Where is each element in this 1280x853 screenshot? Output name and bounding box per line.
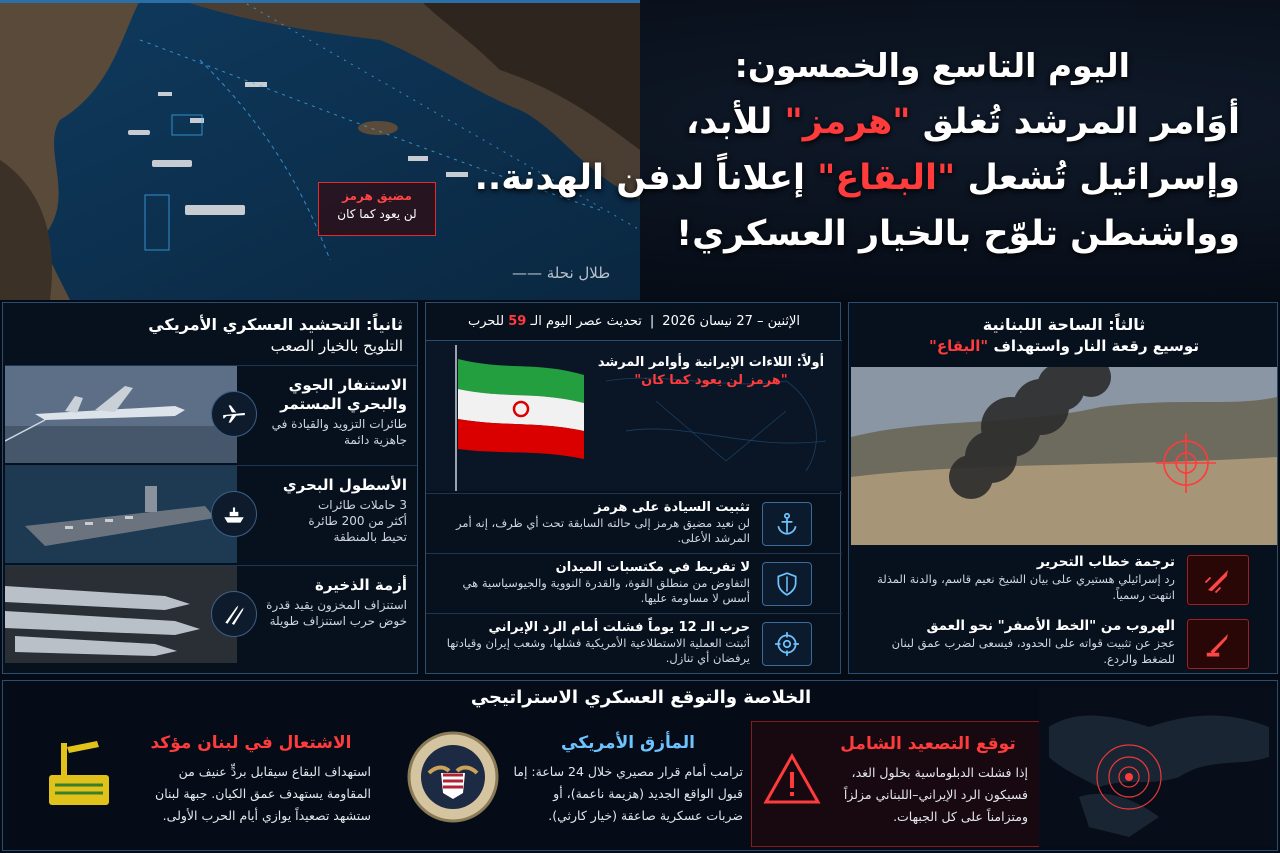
update-label: تحديث عصر اليوم الـ bbox=[530, 314, 642, 329]
quote-box bbox=[596, 355, 826, 388]
headline-text: وإسرائيل تُشعل bbox=[955, 158, 1240, 198]
row-title: أزمة الذخيرة bbox=[315, 576, 407, 594]
us-military-panel bbox=[2, 302, 418, 674]
card-desc: إذا فشلت الدبلوماسية بخلول الغد، فسيكون الرد الإيراني–اللبناني مزلزاً ومتزامناً على كل الجبهات. bbox=[843, 765, 1028, 824]
row-text bbox=[440, 499, 750, 546]
date-text: الإثنين – 27 نيسان 2026 bbox=[662, 314, 801, 329]
panel-header bbox=[869, 315, 1259, 355]
row-title: الهروب من "الخط الأصفر" نحو العمق bbox=[926, 618, 1175, 634]
strategic-summary bbox=[2, 680, 1278, 851]
headline bbox=[474, 38, 1240, 262]
subtitle-highlight: "البقاع" bbox=[929, 337, 989, 355]
section-title: أولاً: اللاءات الإيرانية وأوامر المرشد bbox=[597, 355, 825, 370]
headline-line-1: اليوم التاسع والخمسون: bbox=[734, 46, 1130, 85]
row-text bbox=[257, 476, 407, 545]
jet-icon bbox=[211, 391, 257, 437]
list-item bbox=[5, 365, 417, 463]
card-title: المأزق الأمريكي bbox=[561, 733, 695, 753]
headline-highlight-bekaa: "البقاع" bbox=[817, 158, 956, 198]
list-item bbox=[426, 553, 842, 611]
date-bar bbox=[426, 303, 842, 341]
row-text bbox=[257, 376, 407, 448]
row-text bbox=[440, 619, 750, 666]
card-desc: استهداف البقاع سيقابل بردٍّ عنيف من المقاومة يستهدف عمق الكيان. جبهة لبنان ستشهد تصعيداً يوازي أيام الحرب الأولى. bbox=[155, 764, 371, 823]
card-title: توقع التصعيد الشامل bbox=[840, 734, 1016, 754]
row-title: الاستنفار الجوي والبحري المستمر bbox=[280, 376, 407, 413]
aircraft-carrier-image bbox=[5, 466, 237, 563]
row-title: لا تفريط في مكتسبات الميدان bbox=[555, 560, 750, 575]
panel-title: ثالثاً: الساحة اللبنانية bbox=[982, 315, 1146, 334]
update-suffix: للحرب bbox=[467, 314, 505, 329]
world-map-radar bbox=[1039, 687, 1277, 847]
anchor-icon bbox=[762, 502, 812, 546]
missile-icon bbox=[211, 591, 257, 637]
strait-label-subtitle: لن يعود كما كان bbox=[337, 207, 417, 221]
row-desc: استنزاف المخزون يقيد قدرة خوض حرب استنزاف طويلة bbox=[266, 598, 407, 628]
headline-highlight-hormuz: "هرمز" bbox=[784, 102, 911, 142]
strait-label bbox=[318, 182, 436, 236]
list-item bbox=[426, 613, 842, 671]
row-desc: طائرات التزويد والقيادة في جاهزية دائمة bbox=[271, 417, 407, 447]
row-text bbox=[257, 576, 407, 629]
us-dilemma-card bbox=[403, 721, 743, 847]
headline-text: إعلاناً لدفن الهدنة.. bbox=[474, 158, 818, 198]
red-quote: "هرمز لن يعود كما كان" bbox=[634, 373, 788, 388]
author-byline: طلال نحلة —— bbox=[512, 264, 611, 282]
row-desc: رد إسرائيلي هستيري على بيان الشيخ نعيم قاسم، والدنة المذلة انتهت رسمياً. bbox=[877, 572, 1175, 602]
row-text bbox=[865, 553, 1175, 603]
missile-launcher-icon bbox=[1187, 619, 1249, 669]
munitions-image bbox=[5, 566, 237, 663]
strait-label-title: مضيق هرمز bbox=[342, 189, 412, 203]
war-day-number: 59 bbox=[508, 314, 527, 329]
row-title: ترجمة خطاب التحرير bbox=[1036, 554, 1175, 570]
row-desc: لن نعيد مضيق هرمز إلى حالته السابقة تحت أي ظرف، إنه أمر المرشد الأعلى. bbox=[455, 516, 750, 545]
row-desc: أثبتت العملية الاستطلاعية الأمريكية فشلها، وشعب إيران وقيادتها يرفضان أي تنازل. bbox=[446, 636, 750, 665]
list-item bbox=[5, 465, 417, 563]
hero-banner bbox=[0, 0, 1280, 300]
headline-line-3 bbox=[474, 150, 1240, 206]
us-state-seal bbox=[405, 729, 501, 825]
bekaa-smoke-image bbox=[851, 367, 1277, 545]
resistance-emblem bbox=[41, 731, 127, 817]
target-icon bbox=[762, 622, 812, 666]
card-text bbox=[131, 733, 371, 827]
row-title: الأسطول البحري bbox=[282, 476, 407, 494]
list-item bbox=[5, 565, 417, 663]
row-title: حرب الـ 12 يوماً فشلت أمام الرد الإيراني bbox=[488, 620, 750, 635]
panel-title: ثانياً: التحشيد العسكري الأمريكي bbox=[148, 315, 403, 334]
panel-subtitle bbox=[869, 337, 1259, 355]
headline-text: أوَامر المرشد تُغلق bbox=[910, 102, 1240, 142]
card-text bbox=[828, 734, 1028, 828]
headline-line-2 bbox=[520, 94, 1240, 150]
full-escalation-card bbox=[751, 721, 1041, 847]
headline-line-4: وواشنطن تلوّح بالخيار العسكري! bbox=[676, 214, 1240, 254]
row-desc: عجز عن تثبيت قواته على الحدود، فيسعى لضرب عمق لبنان للضغط والردع. bbox=[891, 636, 1175, 666]
list-item bbox=[849, 613, 1279, 675]
iran-panel bbox=[425, 302, 841, 674]
row-title: تثبيت السيادة على هرمز bbox=[594, 500, 750, 515]
list-item bbox=[426, 493, 842, 551]
row-desc: 3 حاملات طائرات أكثر من 200 طائرة تحيط بالمنطقة bbox=[308, 498, 407, 544]
date-separator: | bbox=[649, 314, 655, 329]
panel-subtitle: التلويح بالخيار الصعب bbox=[270, 337, 403, 355]
tanker-aircraft-image bbox=[5, 366, 237, 463]
panel-header bbox=[13, 315, 403, 355]
summary-title: الخلاصة والتوقع العسكري الاستراتيجي bbox=[470, 687, 812, 708]
lebanon-escalation-card bbox=[41, 721, 371, 847]
rocket-launch-icon bbox=[1187, 555, 1249, 605]
ship-icon bbox=[211, 491, 257, 537]
subtitle-text: توسيع رقعة النار واستهداف bbox=[988, 337, 1199, 355]
update-text bbox=[468, 314, 642, 329]
shield-icon bbox=[762, 562, 812, 606]
headline-text: للأبد، bbox=[685, 102, 785, 142]
row-text bbox=[865, 617, 1175, 667]
iran-flag-section bbox=[426, 341, 842, 491]
card-title: الاشتعال في لبنان مؤكد bbox=[150, 733, 352, 753]
warning-icon bbox=[762, 752, 822, 808]
lebanon-panel bbox=[848, 302, 1278, 674]
card-text bbox=[513, 733, 743, 827]
row-text bbox=[440, 559, 750, 606]
card-desc: ترامب أمام قرار مصيري خلال 24 ساعة: إما قبول الواقع الجديد (هزيمة ناعمة)، أو ضربات عسكرية صاعقة (خيار كارثي). bbox=[513, 764, 743, 823]
row-desc: التفاوض من منطلق القوة، والقدرة النووية والجيوسياسية هي أسس لا مساومة عليها. bbox=[462, 576, 750, 605]
list-item bbox=[849, 549, 1279, 611]
